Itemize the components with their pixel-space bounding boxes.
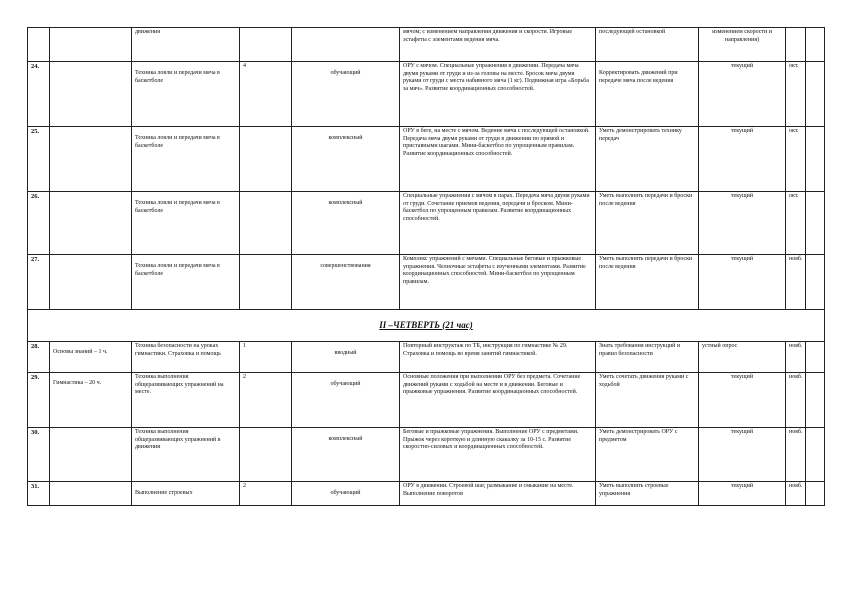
date-plan-cell: нояб. — [786, 342, 806, 373]
row-number: 30. — [28, 428, 50, 482]
topic-cell: движения — [132, 28, 240, 62]
section-cell — [50, 255, 132, 310]
date-fact-cell — [806, 482, 825, 506]
control-cell: текущий — [699, 62, 786, 127]
topic-cell: Техника безопасности на уроках гимнастики. Страховка и помощь — [132, 342, 240, 373]
date-plan-cell — [786, 28, 806, 62]
topic-cell: Техника ловли и передачи мяча в баскетболе — [132, 127, 240, 192]
content-cell: Основные положения при выполнении ОРУ без предмета. Сочетание движений руками с ходьбой на месте и в движении. Беговые и прыжковые упражнения. Развитие координационных способностей. — [400, 373, 596, 428]
result-cell: Уметь выполнять передачи и броски после ведения — [596, 255, 699, 310]
date-fact-cell — [806, 255, 825, 310]
result-cell: Знать требования инструкций и правил безопасности — [596, 342, 699, 373]
lesson-type-cell: вводный — [292, 342, 400, 373]
control-cell: текущий — [699, 428, 786, 482]
result-cell: Уметь выполнять строевые упражнения — [596, 482, 699, 506]
topic-cell: Техника ловли и передачи мяча в баскетболе — [132, 192, 240, 255]
row-number: 24. — [28, 62, 50, 127]
date-fact-cell — [806, 373, 825, 428]
lesson-type-cell: комплексный — [292, 127, 400, 192]
date-fact-cell — [806, 28, 825, 62]
lesson-type-cell: совершенствования — [292, 255, 400, 310]
date-plan-cell: нояб. — [786, 255, 806, 310]
topic-cell: Техника выполнения общеразвивающих упражнений на месте. — [132, 373, 240, 428]
control-cell: устный опрос — [699, 342, 786, 373]
date-plan-cell: окт. — [786, 127, 806, 192]
hours-cell — [240, 255, 292, 310]
date-fact-cell — [806, 428, 825, 482]
date-plan-cell: окт. — [786, 192, 806, 255]
lesson-type-cell: комплексный — [292, 192, 400, 255]
hours-cell — [240, 192, 292, 255]
section-cell: Основы знаний – 1 ч. — [50, 342, 132, 373]
lesson-type-cell — [292, 28, 400, 62]
row-number: 28. — [28, 342, 50, 373]
section-cell — [50, 482, 132, 506]
topic-cell: Выполнение строевых — [132, 482, 240, 506]
table-row — [28, 192, 825, 255]
control-cell: текущий — [699, 255, 786, 310]
table-row — [28, 127, 825, 192]
row-number — [28, 28, 50, 62]
result-cell: Уметь сочетать движения руками с ходьбой — [596, 373, 699, 428]
row-number: 25. — [28, 127, 50, 192]
row-number: 29. — [28, 373, 50, 428]
table-row — [28, 28, 825, 62]
hours-cell: 4 — [240, 62, 292, 127]
lesson-type-cell: обучающий — [292, 373, 400, 428]
control-cell: изменением скорости и направления) — [699, 28, 786, 62]
hours-cell — [240, 428, 292, 482]
result-cell: Уметь выполнять передачи и броски после ведения — [596, 192, 699, 255]
section-heading-row — [28, 310, 825, 342]
content-cell: Специальные упражнения с мячом в парах. Передача мяча двумя руками от груди. Сочетание приемов ведения, передачи и броском. Мини-баскетбол по упрощенным правилам. Развитие координационных способностей. — [400, 192, 596, 255]
table-row — [28, 342, 825, 373]
table-row — [28, 255, 825, 310]
section-cell: Гимнастика – 20 ч. — [50, 373, 132, 428]
date-plan-cell: нояб. — [786, 482, 806, 506]
result-cell: Уметь демонстрировать технику передач — [596, 127, 699, 192]
hours-cell: 1 — [240, 342, 292, 373]
hours-cell — [240, 28, 292, 62]
result-cell: последующей остановкой — [596, 28, 699, 62]
hours-cell: 2 — [240, 482, 292, 506]
content-cell: ОРУ с мячом. Специальные упражнения в движении. Передача мяча двумя руками от груди и из-за головы на месте. Бросок мяча двумя руками от груди с места набивного мяча (1 кг). Подвижная игра «Борьба за мяч». Развитие координационных способностей. — [400, 62, 596, 127]
section-cell — [50, 428, 132, 482]
content-cell: ОРУ в движении. Строевой шаг, размыкание и смыкание на месте. Выполнение поворотов — [400, 482, 596, 506]
result-cell: Корректировать движений при передаче мяча после ведения — [596, 62, 699, 127]
control-cell: текущий — [699, 482, 786, 506]
date-plan-cell: нояб. — [786, 373, 806, 428]
content-cell: Повторный инструктаж по ТБ, инструкция по гимнастике № 29. Страховка и помощь во время занятий гимнастикой. — [400, 342, 596, 373]
topic-cell: Техника ловли и передачи мяча в баскетболе — [132, 62, 240, 127]
table-row — [28, 428, 825, 482]
section-cell — [50, 192, 132, 255]
section-cell — [50, 28, 132, 62]
lesson-type-cell: обучающий — [292, 482, 400, 506]
control-cell: текущий — [699, 373, 786, 428]
hours-cell — [240, 127, 292, 192]
content-cell: ОРУ в беге, на месте с мячом. Ведение мяча с последующей остановкой. Передача мяча двумя руками от груди в движении по прямой и приставными шагами. Мини-баскетбол по упрощенным правилам. Развитие координационных способностей. — [400, 127, 596, 192]
content-cell: мячом; с изменением направления движения и скорости. Игровые эстафеты с элементами ведения мяча. — [400, 28, 596, 62]
control-cell: текущий — [699, 127, 786, 192]
date-fact-cell — [806, 342, 825, 373]
table-row — [28, 373, 825, 428]
lesson-plan-table — [27, 27, 825, 506]
content-cell: Беговые и прыжковые упражнения. Выполнение ОРУ с предметами. Прыжок через короткую и длинную скакалку за 10-15 с. Развитие скоростно-силовых и координационных способностей. — [400, 428, 596, 482]
table-row — [28, 62, 825, 127]
hours-cell: 2 — [240, 373, 292, 428]
date-plan-cell: окт. — [786, 62, 806, 127]
content-cell: Комплекс упражнений с мячами. Специальные беговые и прыжковые упражнения. Челночные эстафеты с изученными элементами. Развитие координационных способностей. Мини-баскетбол по упрощенным правилам. — [400, 255, 596, 310]
date-fact-cell — [806, 192, 825, 255]
date-plan-cell: нояб. — [786, 428, 806, 482]
row-number: 26. — [28, 192, 50, 255]
lesson-type-cell: обучающий — [292, 62, 400, 127]
date-fact-cell — [806, 127, 825, 192]
result-cell: Уметь демонстрировать ОРУ с предметом — [596, 428, 699, 482]
lesson-type-cell: комплексный — [292, 428, 400, 482]
control-cell: текущий — [699, 192, 786, 255]
row-number: 31. — [28, 482, 50, 506]
row-number: 27. — [28, 255, 50, 310]
quarter-heading: II –ЧЕТВЕРТЬ (21 час) — [28, 310, 825, 342]
topic-cell: Техника выполнения общеразвивающих упражнений в движении — [132, 428, 240, 482]
table-row — [28, 482, 825, 506]
section-cell — [50, 127, 132, 192]
section-cell — [50, 62, 132, 127]
date-fact-cell — [806, 62, 825, 127]
topic-cell: Техника ловли и передачи мяча в баскетболе — [132, 255, 240, 310]
